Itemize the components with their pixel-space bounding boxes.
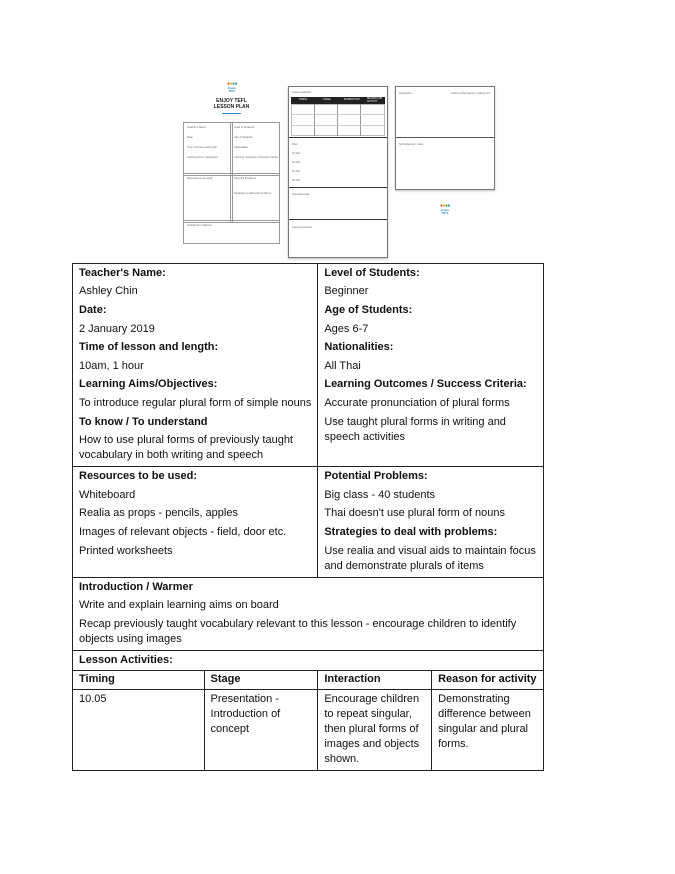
nationalities-value: All Thai xyxy=(324,359,361,372)
resource-item: Whiteboard xyxy=(79,488,136,501)
resource-item: Printed worksheets xyxy=(79,544,173,557)
strategies-value: Use realia and visual aids to maintain focus and demonstrate plurals of items xyxy=(324,544,536,572)
level-value: Beginner xyxy=(324,285,369,298)
date-value: 2 January 2019 xyxy=(79,322,155,335)
thumb2-header-bar: TIMING STAGE INTERACTION REASON FOR ACTIVITY xyxy=(291,97,385,104)
strategies-label: Strategies to deal with problems: xyxy=(324,525,498,538)
date-label: Date: xyxy=(79,303,107,316)
age-value: Ages 6-7 xyxy=(324,322,369,335)
thumbnail-page-2[interactable]: Lesson activities: TIMING STAGE INTERACTION REASON FOR ACTIVITY Plan: Do this: Do this: Do this: Do this: Optional extras: Lesson extension: xyxy=(288,86,388,258)
problems-cell xyxy=(318,467,544,577)
enjoy-tefl-logo: ●●●● Enjoy TEFL xyxy=(226,82,238,93)
activities-label-cell xyxy=(73,650,544,670)
problems-label: Potential Problems: xyxy=(324,470,428,483)
resource-item: Images of relevant objects - field, door etc. xyxy=(79,525,287,538)
resource-item: Realia as props - pencils, apples xyxy=(79,507,238,520)
header-interaction: Interaction xyxy=(318,670,432,690)
details-row xyxy=(73,264,544,467)
header-timing: Timing xyxy=(73,670,205,690)
teacher-details-cell xyxy=(73,264,318,467)
know-understand-label: To know / To understand xyxy=(79,415,208,428)
enjoy-tefl-logo-small: ●●●● Enjoy TEFL xyxy=(439,203,451,215)
age-label: Age of Students: xyxy=(324,303,413,316)
problem-item: Big class - 40 students xyxy=(324,488,436,501)
resources-row xyxy=(73,467,544,577)
thumbnail-page-1[interactable] xyxy=(183,82,280,244)
level-label: Level of Students: xyxy=(324,266,420,279)
activities-label-row xyxy=(73,650,544,670)
activity-reason: Demonstrating difference between singular and plural forms. xyxy=(432,690,544,771)
intro-item: Write and explain learning aims on board xyxy=(79,599,279,612)
table-row xyxy=(73,690,544,771)
resources-cell xyxy=(73,467,318,577)
resources-label: Resources to be used: xyxy=(79,470,197,483)
thumbnail-title: ENJOY TEFL LESSON PLAN xyxy=(213,98,250,110)
activity-interaction: Encourage children to repeat singular, then plural forms of images and objects shown. xyxy=(318,690,432,771)
student-details-cell xyxy=(318,264,544,467)
outcomes-value: Accurate pronunciation of plural forms xyxy=(324,396,510,409)
activity-timing: 10.05 xyxy=(73,690,205,771)
intro-cell xyxy=(73,577,544,650)
intro-label: Introduction / Warmer xyxy=(79,580,193,593)
time-length-value: 10am, 1 hour xyxy=(79,359,144,372)
lesson-plan-table xyxy=(72,263,544,771)
activities-header-row xyxy=(73,670,544,690)
thumb1-box-left: Teacher's Name: Date: Time of lesson and length: Learning Aims / Objectives: xyxy=(183,122,233,176)
activities-label: Lesson Activities: xyxy=(79,653,173,666)
thumb1-box-right: Level of Students: Age of Students: Nationalities: Learning Outcomes / Success Criteria: xyxy=(230,122,280,176)
header-reason: Reason for activity xyxy=(432,670,544,690)
thumb1-box-intro: Introduction / Warmer: xyxy=(183,220,280,244)
outcomes-label: Learning Outcomes / Success Criteria: xyxy=(324,378,527,391)
thumbnail-page-3[interactable]: Homework: Links to other lesson / activity etc? Self reflection / notes: xyxy=(395,86,495,190)
aims-label: Learning Aims/Objectives: xyxy=(79,378,218,391)
nationalities-label: Nationalities: xyxy=(324,341,394,354)
teacher-name-label: Teacher's Name: xyxy=(79,266,166,279)
thumb1-box-resources: Resources to be used: xyxy=(183,173,233,223)
header-stage: Stage xyxy=(204,670,318,690)
intro-item: Recap previously taught vocabulary relevant to this lesson - encourage children to identify objects using images xyxy=(79,617,517,645)
time-length-label: Time of lesson and length: xyxy=(79,341,219,354)
outcomes-value-2: Use taught plural forms in writing and speech activities xyxy=(324,415,506,443)
intro-row xyxy=(73,577,544,650)
know-understand-value: How to use plural forms of previously taught vocabulary in both writing and speech xyxy=(79,434,293,462)
thumb1-box-problems: Potential Problems: Strategies to deal with problems: xyxy=(230,173,280,223)
activity-stage: Presentation - Introduction of concept xyxy=(204,690,318,771)
aims-value: To introduce regular plural form of simple nouns xyxy=(79,396,312,409)
problem-item: Thai doesn't use plural form of nouns xyxy=(324,507,505,520)
teacher-name-value: Ashley Chin xyxy=(79,285,138,298)
